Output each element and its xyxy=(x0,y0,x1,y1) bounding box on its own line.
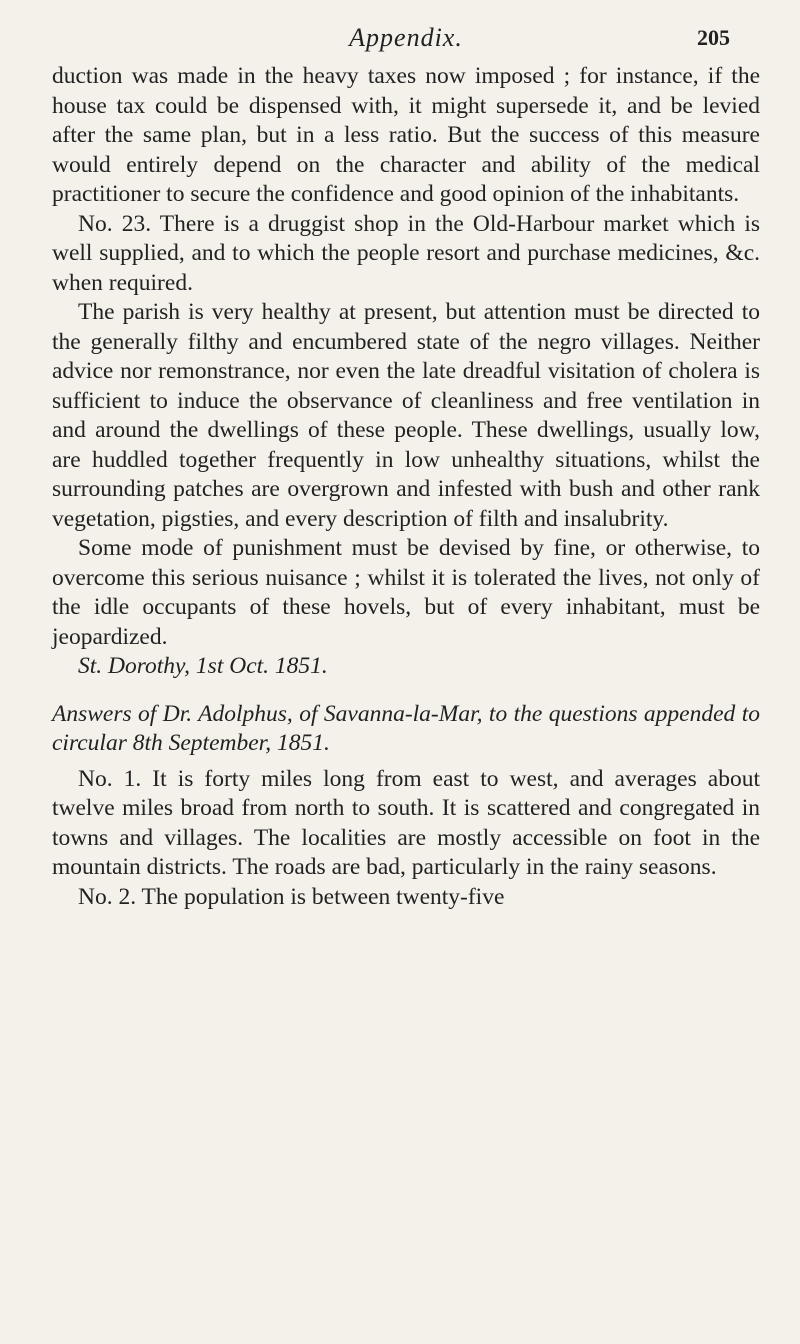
body-text xyxy=(52,62,760,912)
running-title: Appendix. xyxy=(349,23,463,52)
section-heading: Answers of Dr. Adolphus, of Savanna-la-Mar, to the questions appended to circular 8th September, 1851. xyxy=(52,700,760,756)
paragraph-no-23: No. 23. There is a druggist shop in the Old-Harbour market which is well supplied, and to which the people resort and purchase medicines, &c. when required. xyxy=(52,210,760,296)
paragraph-no-2: No. 2. The population is between twenty-five xyxy=(78,883,505,910)
signoff-line: St. Dorothy, 1st Oct. 1851. xyxy=(78,653,328,679)
paragraph-continuation: duction was made in the heavy taxes now imposed ; for instance, if the house tax could be dispensed with, it might supersede it, and be levied after the same plan, but in a less ratio. But the success of this measure would entirely depend on the character and ability of the medical practitioner to secure the confidence and good opinion of the inhabitants. xyxy=(52,63,760,207)
paragraph-punishment: Some mode of punishment must be devised by fine, or otherwise, to overcome this serious nuisance ; whilst it is tolerated the lives, not only of the idle occupants of these hovels, but of every inhabitant, must be jeopardized. xyxy=(52,535,760,650)
paragraph-no-1: No. 1. It is forty miles long from east to west, and averages about twelve miles broad from north to south. It is scattered and congregated in towns and villages. The localities are mostly accessible on foot in the mountain districts. The roads are bad, particularly in the rainy seasons. xyxy=(52,765,760,880)
page-number: 205 xyxy=(697,25,730,50)
paragraph-parish-health: The parish is very healthy at present, but attention must be directed to the generally filthy and encumbered state of the negro villages. Neither advice nor remonstrance, nor even the late dreadful visitation of cholera is sufficient to induce the observance of cleanliness and free ventilation in and around the dwellings of these people. These dwellings, usually low, are huddled together frequently in low unhealthy situations, whilst the surrounding patches are overgrown and infested with bush and other rank vegetation, pigsties, and every description of filth and insalubrity. xyxy=(52,299,760,532)
running-head xyxy=(52,18,760,58)
